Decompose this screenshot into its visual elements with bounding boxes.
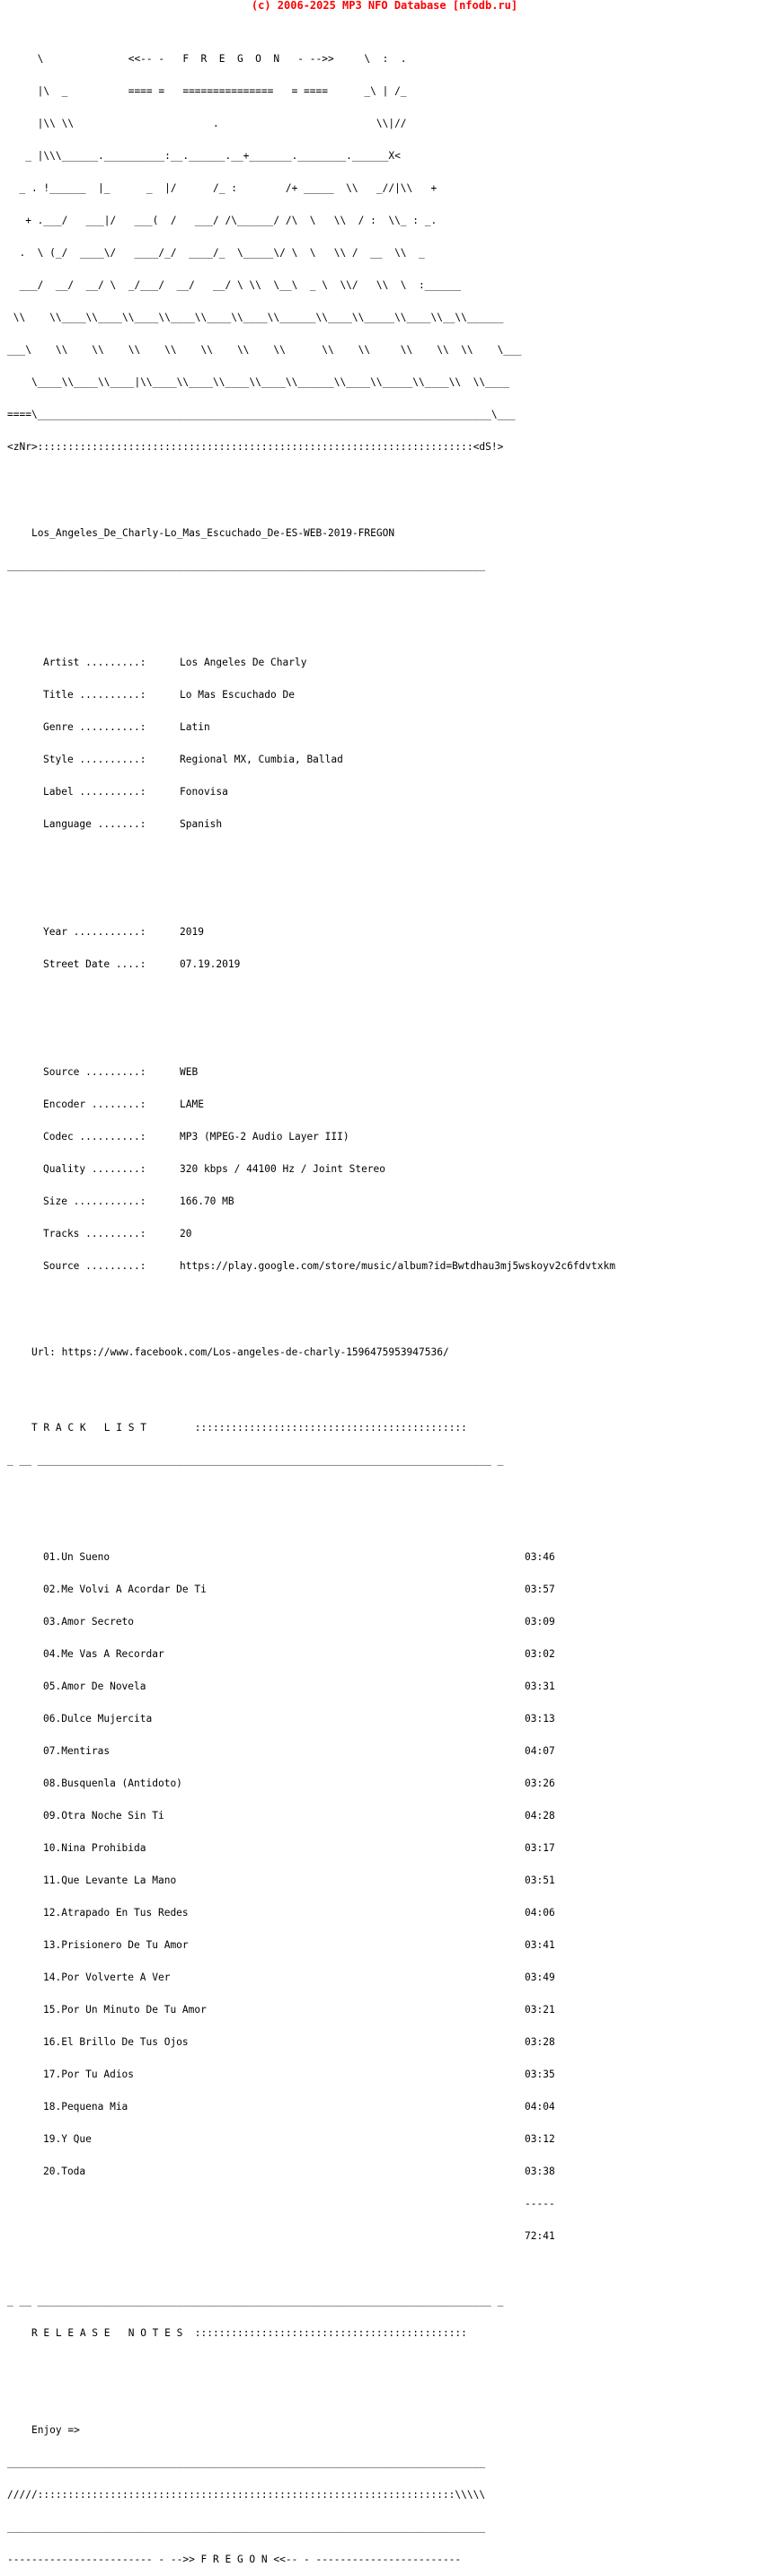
tracklist-heading: T R A C K L I S T :::::::::::::::::::::::::::::::::::::::::::::	[31, 1422, 467, 1434]
info-row-language: Language .......: Spanish	[43, 818, 223, 830]
ascii-line: ___/ __/ __/ \ _/___/ __/ __/ \ \\ \__\ _ \ \\/ \\ \ :______	[7, 279, 462, 291]
track-row: 13.Prisionero De Tu Amor 03:41	[43, 1939, 555, 1951]
track-list	[7, 1531, 555, 2263]
track-row: 12.Atrapado En Tus Redes 04:06	[43, 1907, 555, 1919]
footer-rule: _______________________________________________________________________________	[7, 2457, 486, 2468]
info-row-size: Size ...........: 166.70 MB	[43, 1195, 234, 1207]
track-row: 14.Por Volverte A Ver 03:49	[43, 1972, 555, 1983]
track-row: 15.Por Un Minuto De Tu Amor 03:21	[43, 2004, 555, 2016]
info-row-encoder: Encoder ........: LAME	[43, 1098, 204, 1110]
track-row: 20.Toda 03:38	[43, 2166, 555, 2177]
ascii-line: _ |\\\______.__________:__.______.__+_______.________.______X<	[7, 150, 401, 162]
dash-rule: _ __ ___________________________________________________________________________ _	[7, 1454, 504, 1466]
track-row: 02.Me Volvi A Acordar De Ti 03:57	[43, 1584, 555, 1595]
track-row: 03.Amor Secreto 03:09	[43, 1616, 555, 1628]
url-line: Url: https://www.facebook.com/Los-angeles-de-charly-1596475953947536/	[31, 1346, 449, 1358]
footer-rule: _______________________________________________________________________________	[7, 2521, 486, 2533]
info-row-year: Year ...........: 2019	[43, 926, 204, 938]
info-row-genre: Genre ..........: Latin	[43, 721, 210, 733]
section-rule: _______________________________________________________________________________	[7, 560, 486, 571]
info-row-codec: Codec ..........: MP3 (MPEG-2 Audio Layer III)	[43, 1131, 349, 1142]
info-row-source: Source .........: WEB	[43, 1066, 199, 1078]
track-row: 07.Mentiras 04:07	[43, 1745, 555, 1757]
ascii-line: |\\ \\ . \\|//	[7, 118, 407, 129]
track-row: 19.Y Que 03:12	[43, 2133, 555, 2145]
ascii-line: _ . !______ |_ _ |/ /_ : /+ _____ \\ _//|\\ +	[7, 182, 438, 194]
ascii-line: <zNr>::::::::::::::::::::::::::::::::::::::::::::::::::::::::::::::::::::::::<dS!>	[7, 441, 504, 453]
track-row: 17.Por Tu Adios 03:35	[43, 2069, 555, 2080]
track-row: 11.Que Levante La Mano 03:51	[43, 1875, 555, 1886]
track-row: 18.Pequena Mia 04:04	[43, 2101, 555, 2113]
info-row-source-url: Source .........: https://play.google.com/store/music/album?id=Bwtdhau3mj5wskoyv2c6fdvtxkm	[43, 1260, 615, 1272]
ascii-line: \____\\____\\____|\\____\\____\\____\\____\\______\\____\\_____\\____\\ \\____	[7, 376, 510, 388]
info-row-artist: Artist .........: Los Angeles De Charly	[43, 657, 307, 668]
ascii-line: \\ \\____\\____\\____\\____\\____\\____\\______\\____\\_____\\____\\__\\______	[7, 312, 504, 323]
total-time-row: 72:41	[525, 2230, 555, 2242]
info-row-label: Label ..........: Fonovisa	[43, 786, 228, 798]
track-row: 04.Me Vas A Recordar 03:02	[43, 1648, 555, 1660]
track-row: 01.Un Sueno 03:46	[43, 1551, 555, 1563]
nfo-document	[7, 11, 615, 2576]
track-row: 10.Nina Prohibida 03:17	[43, 1842, 555, 1854]
track-row: 09.Otra Noche Sin Ti 04:28	[43, 1810, 555, 1822]
dash-rule: _ __ ___________________________________________________________________________ _	[7, 2295, 504, 2307]
info-block-release	[7, 636, 522, 851]
info-block-date	[7, 905, 522, 992]
track-row: 05.Amor De Novela 03:31	[43, 1681, 555, 1692]
info-row-quality: Quality ........: 320 kbps / 44100 Hz / Joint Stereo	[43, 1163, 386, 1175]
info-block-technical	[7, 1045, 615, 1293]
site-banner: (c) 2006-2025 MP3 NFO Database [nfodb.ru]	[251, 0, 518, 12]
info-row-street-date: Street Date ....: 07.19.2019	[43, 958, 241, 970]
release-name: Los_Angeles_De_Charly-Lo_Mas_Escuchado_De-ES-WEB-2019-FREGON	[31, 527, 395, 539]
ascii-line: + .___/ ___|/ ___( / ___/ /\______/ /\ \ \\ / : \\_ : _.	[7, 215, 438, 226]
info-row-style: Style ..........: Regional MX, Cumbia, Ballad	[43, 754, 343, 765]
ascii-line: |\ _ ==== = =============== = ==== _\ | /_	[7, 85, 407, 97]
release-notes-heading: R E L E A S E N O T E S :::::::::::::::::::::::::::::::::::::::::::::	[31, 2327, 467, 2339]
total-separator: -----	[525, 2198, 555, 2210]
ascii-logo	[7, 32, 522, 474]
ascii-line: ___\ \\ \\ \\ \\ \\ \\ \\ \\ \\ \\ \\ \\ \___	[7, 344, 522, 356]
ascii-line: \ <<-- - F R E G O N - -->> \ : .	[7, 53, 407, 65]
ascii-line: . \ (_/ ____\/ ____/_/ ____/_ \_____\/ \ \ \\ / __ \\ _	[7, 247, 425, 259]
enjoy-text: Enjoy =>	[31, 2424, 80, 2436]
track-row: 16.El Brillo De Tus Ojos 03:28	[43, 2036, 555, 2048]
info-row-title: Title ..........: Lo Mas Escuchado De	[43, 689, 295, 701]
track-row: 08.Busquenla (Antidoto) 03:26	[43, 1778, 555, 1789]
footer-brand: ------------------------ - -->> F R E G O N <<-- - ------------------------	[7, 2554, 462, 2565]
footer-slash-line: /////:::::::::::::::::::::::::::::::::::::::::::::::::::::::::::::::::::::\\\\\	[7, 2489, 486, 2501]
ascii-line: ====\___________________________________________________________________________\___	[7, 409, 516, 420]
track-row: 06.Dulce Mujercita 03:13	[43, 1713, 555, 1725]
info-row-tracks: Tracks .........: 20	[43, 1228, 192, 1239]
